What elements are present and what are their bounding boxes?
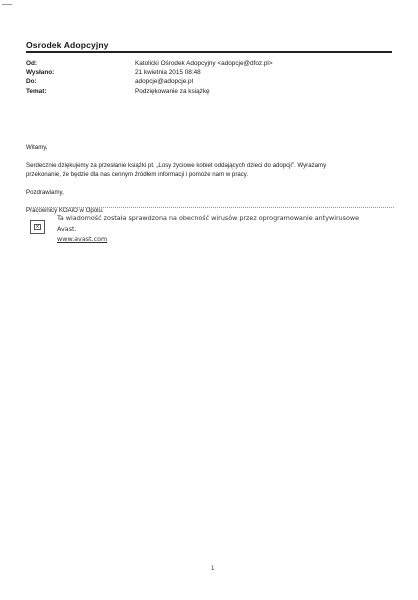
- signature-divider: [26, 207, 394, 208]
- from-label: Od:: [26, 60, 38, 67]
- avast-icon-mark: ×: [35, 224, 40, 230]
- scan-mark: [2, 4, 12, 5]
- antivirus-notice: [57, 213, 393, 245]
- to-label: Do:: [26, 78, 37, 86]
- subject-value: Podziękowanie za książkę: [135, 87, 210, 95]
- message-line-2: przekonanie, że będzie dla nas cennym źródłem informacji i pomoże nam w pracy.: [26, 170, 249, 178]
- avast-link[interactable]: www.avast.com: [57, 235, 108, 244]
- closing: Pozdrawiamy,: [26, 188, 64, 196]
- avast-icon: [30, 220, 45, 234]
- subject-label: Temat:: [26, 87, 47, 95]
- message-paragraph: [26, 162, 396, 179]
- message-line-1: Serdecznie dziękujemy za przesłanie książki pt. „Losy życiowe kobiet oddających dzieci do adopcji". Wyrażamy: [26, 162, 327, 170]
- signature: Pracownicy KOAiO w Opolu.: [26, 207, 104, 215]
- sent-label: Wysłano:: [26, 69, 55, 77]
- email-title: Osrodek Adopcyjny: [26, 40, 109, 50]
- antivirus-line-1: Ta wiadomość została sprawdzona na obecność wirusów przez oprogramowanie antywirusowe: [57, 214, 360, 222]
- header-row-sent: [26, 68, 273, 77]
- from-value: Katolicki Ośrodek Adopcyjny <adopcje@dfoz.pl>: [135, 60, 273, 67]
- antivirus-line-2: Avast.: [57, 224, 77, 233]
- header-row-from: [26, 59, 273, 68]
- greeting: Witamy,: [26, 144, 48, 151]
- page-number: 1: [211, 566, 215, 572]
- email-header: [26, 59, 273, 96]
- header-row-subject: [26, 87, 273, 96]
- sent-value: 21 kwietnia 2015 08:48: [135, 69, 201, 77]
- header-row-to: [26, 77, 273, 86]
- to-value: adopcje@adopcje.pl: [135, 78, 194, 86]
- title-divider: [26, 51, 392, 53]
